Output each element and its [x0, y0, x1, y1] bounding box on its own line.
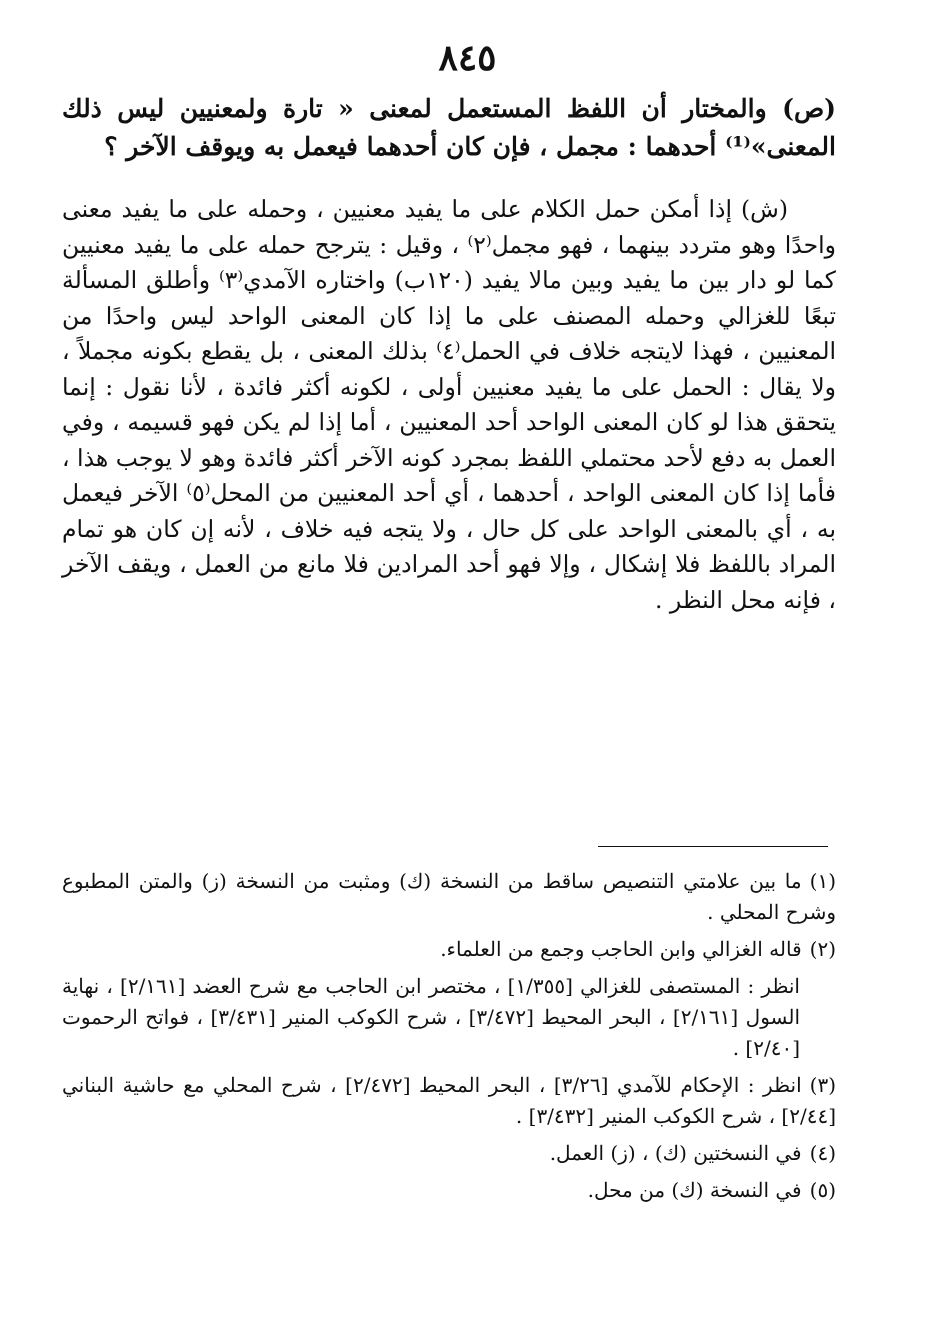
footnote-marker: (٢) — [809, 937, 836, 961]
footnote-text: انظر : المستصفى للغزالي [١/٣٥٥] ، مختصر ابن الحاجب مع شرح العضد [٢/١٦١] ، نهاية السول [٢/١٦١] ، البحر المحيط [٣/٤٧٢] ، شرح الكوكب المنير [٣/٤٣١] ، فواتح الرحموت [٢/٤٠] . — [62, 974, 801, 1060]
footnote-text: انظر : الإحكام للآمدي [٣/٢٦] ، البحر المحيط [٢/٤٧٢] ، شرح المحلي مع حاشية البناني [٢/٤٤] ، شرح الكوكب المنير [٣/٤٣٢] . — [62, 1073, 836, 1128]
footnote-marker: (٤) — [809, 1141, 836, 1165]
footnote-1 — [62, 866, 836, 928]
footnote-marker: (٥) — [809, 1178, 836, 1202]
footnote-text: في النسختين (ك) ، (ز) العمل. — [549, 1141, 802, 1165]
footnote-divider — [598, 846, 828, 847]
footnote-marker: (٣) — [809, 1073, 837, 1097]
footnote-5 — [62, 1175, 836, 1206]
footnotes — [62, 866, 836, 1212]
sharh-text: (ش) إذا أمكن حمل الكلام على ما يفيد معنيين ، وحمله على ما يفيد معنى واحدًا وهو متردد بينهما ، فهو مجمل⁽٢⁾ ، وقيل : يترجح حمله على ما يفيد معنيين كما لو دار بين ما يفيد وبين مالا يفيد (١٢٠ب) واختاره الآمدي⁽٣⁾ وأطلق المسألة تبعًا للغزالي وحمله المصنف على ما إذا كان المعنى الواحد ليس واحدًا من المعنيين ، فهذا لايتجه خلاف في الحمل⁽٤⁾ بذلك المعنى ، بل يقطع بكونه مجملاً ، ولا يقال : الحمل على ما يفيد معنيين أولى ، لكونه أكثر فائدة ، لأنا نقول : إنما يتحقق هذا لو كان المعنى الواحد أحد المعنيين ، أما إذا لم يكن فهو قسيمه ، وفي العمل به دفع لأحد محتملي اللفظ بمجرد كونه الآخر أكثر فائدة وهو لا يوجب هذا ، فأما إذا كان المعنى الواحد ، أحدهما ، أي أحد المعنيين من المحل⁽٥⁾ الآخر فيعمل به ، أي بالمعنى الواحد على كل حال ، ولا يتجه فيه خلاف ، لأنه إن كان هو تمام المراد باللفظ فلا إشكال ، وإلا فهو أحد المرادين فلا مانع من العمل ، ويقف الآخر ، فإنه محل النظر . — [62, 195, 837, 614]
footnote-4 — [62, 1138, 836, 1169]
matn-text: (ص) والمختار أن اللفظ المستعمل لمعنى « تارة ولمعنيين ليس ذلك المعنى»⁽¹⁾ أحدهما : مجمل ، فإن كان أحدهما فيعمل به ويوقف الآخر ؟ — [62, 94, 836, 161]
footnote-2 — [62, 934, 836, 965]
footnote-text: ما بين علامتي التنصيص ساقط من النسخة (ك) ومثبت من النسخة (ز) والمتن المطبوع وشرح المحلي . — [62, 869, 836, 924]
footnote-2-references — [62, 971, 800, 1064]
footnote-marker: (١) — [809, 869, 836, 893]
footnote-text: قاله الغزالي وابن الحاجب وجمع من العلماء. — [440, 937, 802, 961]
footnote-3 — [62, 1070, 836, 1132]
footnote-text: في النسخة (ك) من محل. — [587, 1178, 802, 1202]
page-number: ٨٤٥ — [438, 37, 497, 79]
